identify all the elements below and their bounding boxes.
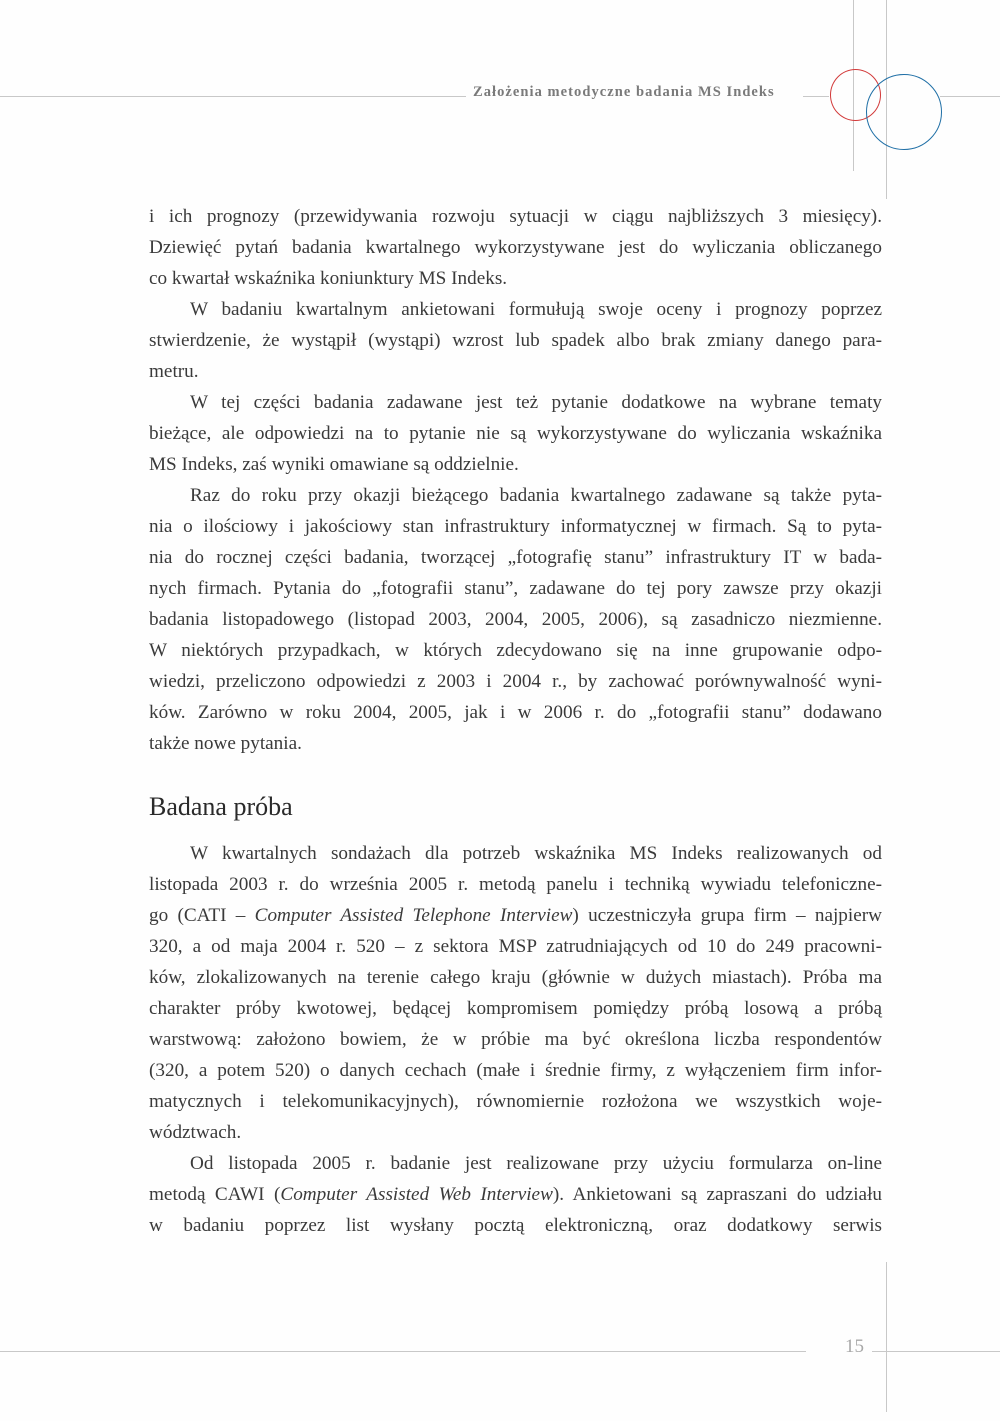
body-section-1 [149, 201, 882, 759]
text-line-content: 320, a od maja 2004 r. 520 – z sektora MSP zatrudniających od 10 do 249 pracowni- [149, 936, 882, 957]
text-line-content: stwierdzenie, że wystąpił (wystąpi) wzrost lub spadek albo brak zmiany danego para- [149, 330, 882, 351]
text-line [149, 993, 882, 1024]
italic-term: Computer Assisted Web Interview [280, 1184, 553, 1205]
body-section-2 [149, 838, 882, 1241]
header-rule-left [0, 96, 466, 97]
text-line [149, 387, 882, 418]
text-line [149, 449, 882, 480]
text-line [149, 604, 882, 635]
text-line [149, 511, 882, 542]
running-header-title: Założenia metodyczne badania MS Indeks [473, 84, 775, 100]
text-line-content: (320, a potem 520) o danych cechach (małe i średnie firmy, z wyłączeniem firm infor- [149, 1060, 882, 1081]
text-line-content: Raz do roku przy okazji bieżącego badania kwartalnego zadawane są także pyta- [190, 485, 882, 506]
text-line [149, 869, 882, 900]
text-line-content: co kwartał wskaźnika koniunktury MS Indeks. [149, 268, 508, 289]
text-line-content: wództwach. [149, 1122, 242, 1143]
text-line [149, 666, 882, 697]
text-line [149, 1055, 882, 1086]
text-line-content: wiedzi, przeliczono odpowiedzi z 2003 i 2004 r., by zachować porównywalność wyni- [149, 671, 882, 692]
text-line [149, 356, 882, 387]
text-line-content: także nowe pytania. [149, 733, 302, 754]
text-line [149, 635, 882, 666]
text-line [149, 480, 882, 511]
text-line-content: warstwową: założono bowiem, że w próbie ma być określona liczba respondentów [149, 1029, 882, 1050]
text-line [149, 931, 882, 962]
text-line-content: W tej części badania zadawane jest też pytanie dodatkowe na wybrane tematy [190, 392, 882, 413]
text-fragment: ) uczestniczyła grupa firm – najpierw [572, 905, 882, 926]
text-line [149, 325, 882, 356]
header-rule-right [940, 96, 1000, 97]
footer-vertical-rule [886, 1262, 887, 1412]
text-line [149, 1086, 882, 1117]
text-line-content: i ich prognozy (przewidywania rozwoju sytuacji w ciągu najbliższych 3 miesięcy). [149, 206, 882, 227]
text-line-content: badania listopadowego (listopad 2003, 2004, 2005, 2006), są zasadniczo niezmienne. [149, 609, 882, 630]
text-line-content: matycznych i telekomunikacyjnych), równomiernie rozłożona we wszystkich woje- [149, 1091, 882, 1112]
text-line [149, 294, 882, 325]
page-number: 15 [845, 1336, 864, 1357]
header-rule-middle [803, 96, 829, 97]
text-line [149, 1148, 882, 1179]
text-line [149, 232, 882, 263]
text-line-content: Od listopada 2005 r. badanie jest realizowane przy użyciu formularza on-line [190, 1153, 882, 1174]
section-heading: Badana próba [149, 792, 293, 821]
text-line-content: listopada 2003 r. do września 2005 r. metodą panelu i techniką wywiadu telefoniczne- [149, 874, 882, 895]
text-line-content: bieżące, ale odpowiedzi na to pytanie nie są wykorzystywane do wyliczania wskaźnika [149, 423, 882, 444]
italic-term: Computer Assisted Telephone Interview [254, 905, 573, 926]
text-line-content: W badaniu kwartalnym ankietowani formułują swoje oceny i prognozy poprzez [190, 299, 882, 320]
text-line-content: ków. Zarówno w roku 2004, 2005, jak i w 2006 r. do „fotografii stanu” dodawano [149, 702, 882, 723]
text-line [149, 838, 882, 869]
text-line [149, 728, 882, 759]
text-line [149, 1024, 882, 1055]
text-line [149, 542, 882, 573]
text-line [149, 201, 882, 232]
footer-rule-left [0, 1351, 806, 1352]
text-line [149, 1179, 882, 1210]
text-fragment: metodą CAWI ( [149, 1184, 281, 1205]
text-line [149, 1117, 882, 1148]
text-fragment: ). Ankietowani są zapraszani do udziału [552, 1184, 883, 1205]
text-line-content: nia o ilościowy i jakościowy stan infrastruktury informatycznej w firmach. Są to pyta- [149, 516, 882, 537]
text-line-content: metru. [149, 361, 199, 382]
text-fragment: go (CATI – [149, 905, 255, 926]
text-line [149, 900, 882, 931]
text-line-content: W niektórych przypadkach, w których zdecydowano się na inne grupowanie odpo- [149, 640, 882, 661]
text-line-content: nych firmach. Pytania do „fotografii stanu”, zadawane do tej pory zawsze przy okazji [149, 578, 882, 599]
text-line-content: MS Indeks, zaś wyniki omawiane są oddzielnie. [149, 454, 519, 475]
text-line-content: nia do rocznej części badania, tworzącej „fotografię stanu” infrastruktury IT w bada- [149, 547, 882, 568]
text-line [149, 573, 882, 604]
blue-circle-ornament [866, 74, 942, 150]
text-line-content: ków, zlokalizowanych na terenie całego kraju (głównie w dużych miastach). Próba ma [149, 967, 882, 988]
text-line [149, 697, 882, 728]
text-line [149, 1210, 882, 1241]
text-line [149, 962, 882, 993]
text-line-content: charakter próby kwotowej, będącej kompromisem pomiędzy próbą losową a próbą [149, 998, 882, 1019]
text-line [149, 263, 882, 294]
text-line-content: Dziewięć pytań badania kwartalnego wykorzystywane jest do wyliczania obliczanego [149, 237, 882, 258]
text-line [149, 418, 882, 449]
footer-rule-right [872, 1351, 1000, 1352]
text-line-content: W kwartalnych sondażach dla potrzeb wskaźnika MS Indeks realizowanych od [190, 843, 882, 864]
text-line-content: w badaniu poprzez list wysłany pocztą elektroniczną, oraz dodatkowy serwis [149, 1215, 882, 1236]
